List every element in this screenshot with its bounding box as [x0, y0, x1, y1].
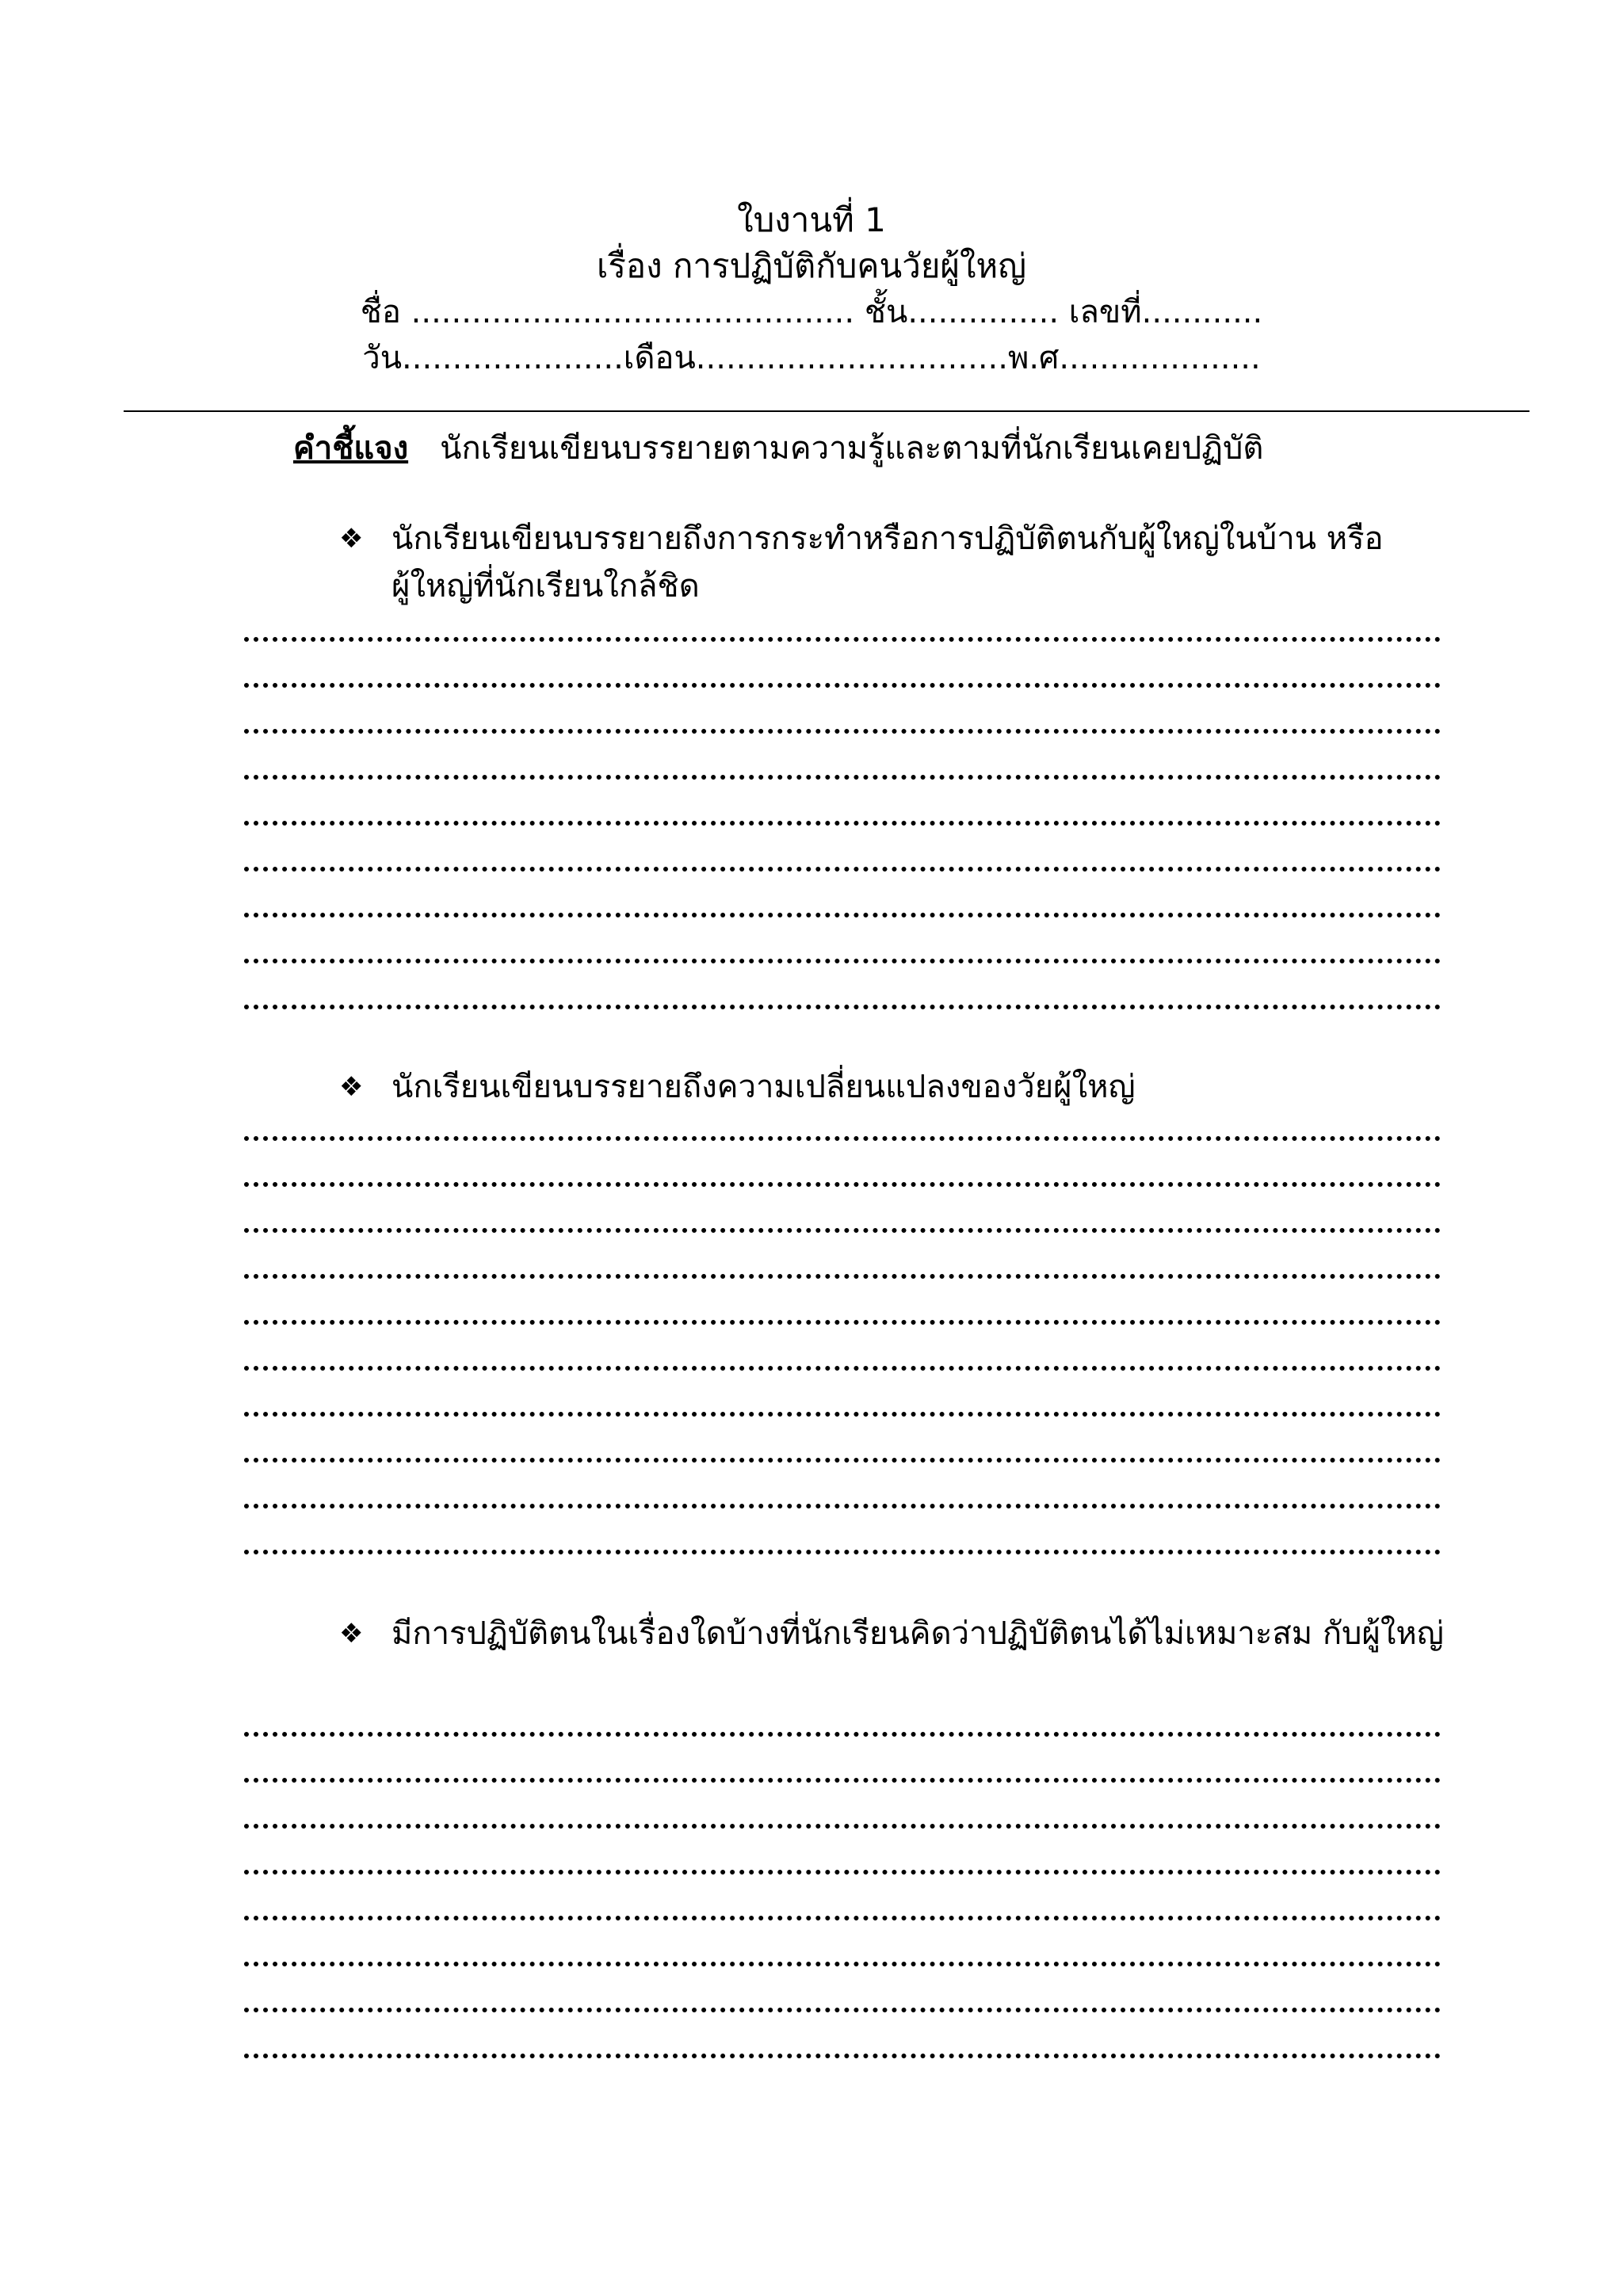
- answer-line[interactable]: [244, 976, 1441, 1022]
- answer-line[interactable]: [244, 884, 1441, 930]
- question-2: [339, 1063, 1449, 1111]
- answer-line[interactable]: [244, 1337, 1441, 1383]
- student-info-line[interactable]: ชื่อ ............................................ ชั้น............... เลขที่............: [360, 294, 1263, 330]
- answer-line[interactable]: [244, 746, 1441, 792]
- answer-line[interactable]: [244, 1795, 1441, 1841]
- diamond-bullet-icon: ❖: [339, 1071, 364, 1103]
- answer-line[interactable]: [244, 1933, 1441, 1979]
- answer-line[interactable]: [244, 1841, 1441, 1887]
- answer-line[interactable]: [244, 1429, 1441, 1475]
- answer-line[interactable]: [244, 1749, 1441, 1795]
- answer-line[interactable]: [244, 1383, 1441, 1429]
- answer-line[interactable]: [244, 1475, 1441, 1521]
- question-text: นักเรียนเขียนบรรยายถึงความเปลี่ยนแปลงของวัยผู้ใหญ่: [391, 1069, 1136, 1105]
- question-3: [339, 1610, 1449, 1657]
- worksheet-title: ใบงานที่ 1: [737, 200, 886, 239]
- question-text: มีการปฏิบัติตนในเรื่องใดบ้างที่นักเรียนคิดว่าปฏิบัติตนได้ไม่เหมาะสม กับผู้ใหญ่: [391, 1615, 1444, 1652]
- diamond-bullet-icon: ❖: [339, 1618, 364, 1650]
- answer-line[interactable]: [244, 1887, 1441, 1933]
- date-line[interactable]: วัน......................เดือน...............................พ.ศ....................: [362, 340, 1261, 376]
- answer-line[interactable]: [244, 1245, 1441, 1291]
- answer-lines-3[interactable]: [244, 1703, 1441, 2071]
- answer-line[interactable]: [244, 838, 1441, 884]
- instruction-label: คำชี้แจง: [293, 430, 409, 467]
- answer-lines-2[interactable]: [244, 1108, 1441, 1567]
- instruction: [293, 425, 1263, 472]
- question-text: นักเรียนเขียนบรรยายถึงการกระทำหรือการปฏิบัติตนกับผู้ใหญ่ในบ้าน หรือผู้ใหญ่ที่นักเรียนใกล้ชิด: [391, 521, 1384, 605]
- worksheet-subject: เรื่อง การปฏิบัติกับคนวัยผู้ใหญ่: [596, 246, 1027, 285]
- answer-line[interactable]: [244, 1154, 1441, 1199]
- answer-line[interactable]: [244, 1703, 1441, 1749]
- answer-line[interactable]: [244, 700, 1441, 746]
- question-1: [339, 515, 1449, 610]
- answer-line[interactable]: [244, 1199, 1441, 1245]
- answer-line[interactable]: [244, 1979, 1441, 2025]
- answer-line[interactable]: [244, 2025, 1441, 2071]
- answer-line[interactable]: [244, 792, 1441, 838]
- answer-line[interactable]: [244, 930, 1441, 976]
- answer-lines-1[interactable]: [244, 608, 1441, 1022]
- header-divider: [124, 410, 1529, 412]
- answer-line[interactable]: [244, 654, 1441, 700]
- answer-line[interactable]: [244, 1521, 1441, 1567]
- answer-line[interactable]: [244, 1108, 1441, 1154]
- instruction-text: นักเรียนเขียนบรรยายตามความรู้และตามที่นักเรียนเคยปฏิบัติ: [440, 430, 1264, 467]
- answer-line[interactable]: [244, 608, 1441, 654]
- diamond-bullet-icon: ❖: [339, 523, 364, 555]
- answer-line[interactable]: [244, 1291, 1441, 1337]
